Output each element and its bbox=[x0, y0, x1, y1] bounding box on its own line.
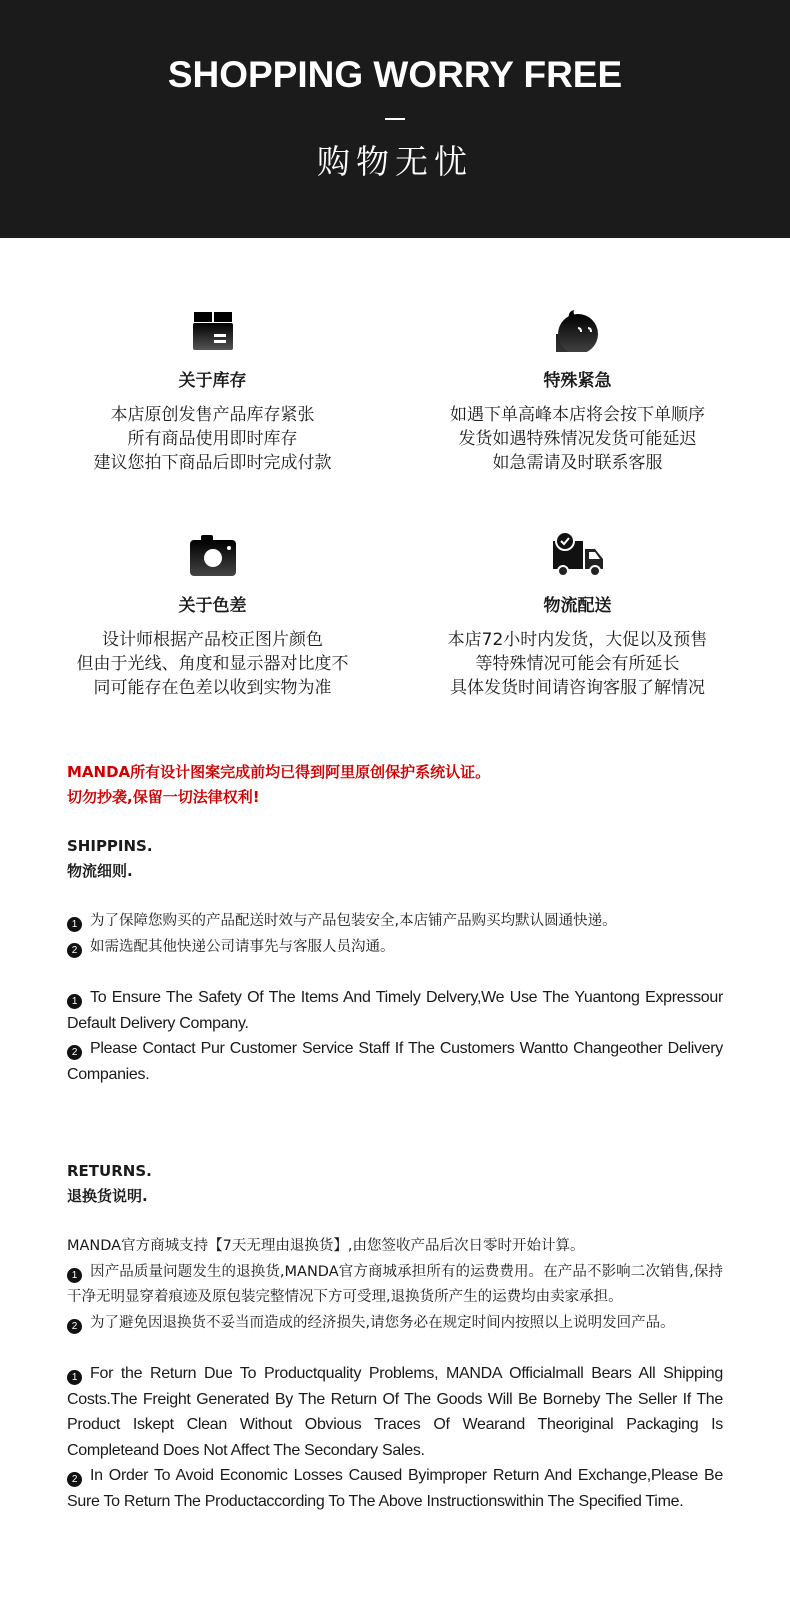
card-line: 如遇下单高峰本店将会按下单顺序 bbox=[450, 405, 705, 425]
text: 因产品质量问题发生的退换货,MANDA官方商城承担所有的运费费用。在产品不影响二次销售,保持干净无明显穿着痕迹及原包装完整情况下方可受理,退换货所产生的运费均由卖家承担。 bbox=[67, 1263, 723, 1305]
card-logistics bbox=[395, 529, 760, 700]
card-line: 等特殊情况可能会有所延长 bbox=[475, 654, 680, 674]
copyright-notice: MANDA所有设计图案完成前均已得到阿里原创保护系统认证。 bbox=[67, 763, 491, 781]
mascot-icon bbox=[395, 304, 760, 352]
copyright-warning: 切勿抄袭,保留一切法律权利! bbox=[67, 788, 260, 806]
text: In Order To Avoid Economic Losses Caused Byimproper Return And Exchange,Please Be Sure To Return The Productaccording To The Above Instructionswithin The Specified Time. bbox=[67, 1467, 723, 1510]
box-icon bbox=[30, 304, 395, 352]
returns-cn-1 bbox=[67, 1260, 723, 1311]
card-line: 所有商品使用即时库存 bbox=[127, 429, 298, 449]
text: Please Contact Pur Customer Service Staff If The Customers Wantto Changeother Delivery Companies. bbox=[67, 1040, 723, 1083]
card-line: 具体发货时间请咨询客服了解情况 bbox=[450, 678, 705, 698]
hero-subtitle: 购物无忧 bbox=[317, 142, 473, 181]
hero-banner bbox=[0, 0, 790, 238]
text: 如需选配其他快递公司请事先与客服人员沟通。 bbox=[90, 938, 395, 955]
number-1-icon: 1 bbox=[67, 994, 82, 1009]
card-title: 关于色差 bbox=[178, 596, 247, 616]
hero-title: SHOPPING WORRY FREE bbox=[167, 54, 623, 95]
shipping-heading-cn: 物流细则. bbox=[67, 862, 133, 880]
number-2-icon: 2 bbox=[67, 1319, 82, 1334]
card-line: 但由于光线、角度和显示器对比度不 bbox=[76, 654, 349, 674]
card-line: 发货如遇特殊情况发货可能延迟 bbox=[458, 429, 697, 449]
card-urgent bbox=[395, 304, 760, 475]
number-2-icon: 2 bbox=[67, 943, 82, 958]
shipping-cn-1 bbox=[67, 909, 723, 935]
text: To Ensure The Safety Of The Items And Timely Delvery,We Use The Yuantong Expressour Default Delivery Company. bbox=[67, 989, 723, 1032]
number-2-icon: 2 bbox=[67, 1472, 82, 1487]
shipping-cn-2 bbox=[67, 935, 723, 961]
returns-heading-cn: 退换货说明. bbox=[67, 1187, 148, 1205]
card-title: 特殊紧急 bbox=[543, 371, 612, 391]
text: For the Return Due To Productquality Problems, MANDA Officialmall Bears All Shipping Costs.The Freight Generated By The Return Of The Goods Will Be Borneby The Seller If The Product Iskept Clean Without Obvious Traces Of Wearand Theoriginal Packaging Is Completeand Does Not Affect The Secondary Sales. bbox=[67, 1365, 723, 1459]
text: 为了保障您购买的产品配送时效与产品包装安全,本店铺产品购买均默认圆通快递。 bbox=[90, 913, 617, 929]
number-1-icon: 1 bbox=[67, 917, 82, 932]
card-line: 本店原创发售产品库存紧张 bbox=[110, 405, 315, 425]
shipping-en-2 bbox=[67, 1036, 723, 1087]
divider bbox=[385, 118, 405, 120]
shipping-en-1 bbox=[67, 985, 723, 1036]
number-1-icon: 1 bbox=[67, 1268, 82, 1283]
card-title: 物流配送 bbox=[543, 596, 612, 616]
card-line: 本店72小时内发货，大促以及预售 bbox=[447, 630, 708, 650]
returns-heading-en: RETURNS. bbox=[67, 1162, 152, 1180]
card-line: 如急需请及时联系客服 bbox=[492, 453, 663, 473]
returns-intro: MANDA官方商城支持【7天无理由退换货】,由您签收产品后次日零时开始计算。 bbox=[67, 1238, 585, 1254]
delivery-truck-icon bbox=[395, 529, 760, 577]
returns-en-1 bbox=[67, 1361, 723, 1463]
card-stock bbox=[30, 304, 395, 475]
card-line: 建议您拍下商品后即时完成付款 bbox=[93, 453, 332, 473]
shipping-heading-en: SHIPPINS. bbox=[67, 837, 153, 855]
returns-en-2 bbox=[67, 1463, 723, 1514]
card-line: 设计师根据产品校正图片颜色 bbox=[102, 630, 323, 650]
info-cards bbox=[0, 238, 790, 700]
camera-icon bbox=[30, 529, 395, 577]
returns-cn-2 bbox=[67, 1311, 723, 1337]
policy-text bbox=[0, 760, 790, 1514]
card-title: 关于库存 bbox=[178, 371, 247, 391]
card-line: 同可能存在色差以收到实物为准 bbox=[93, 678, 332, 698]
card-color bbox=[30, 529, 395, 700]
text: 为了避免因退换货不妥当而造成的经济损失,请您务必在规定时间内按照以上说明发回产品。 bbox=[90, 1314, 675, 1331]
number-1-icon: 1 bbox=[67, 1370, 82, 1385]
number-2-icon: 2 bbox=[67, 1045, 82, 1060]
